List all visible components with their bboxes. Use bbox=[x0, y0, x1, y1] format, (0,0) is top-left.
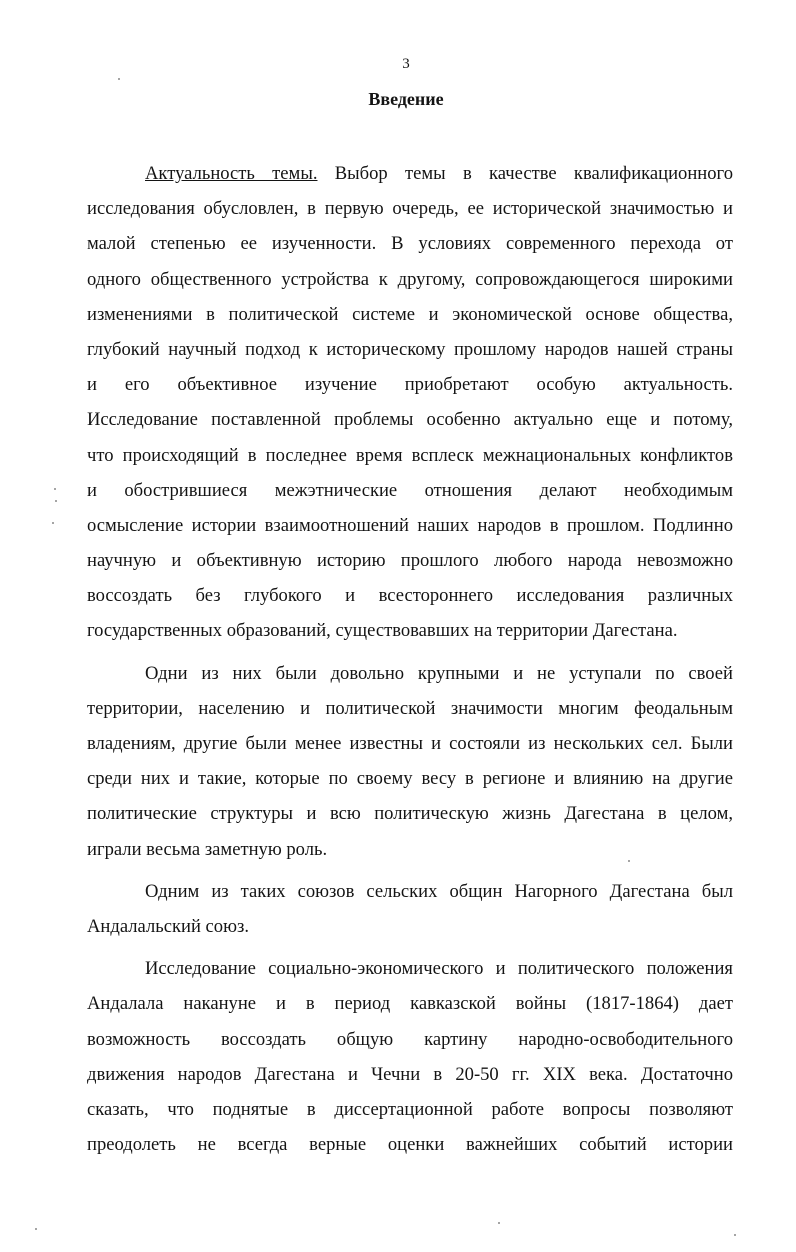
text-line: владениям, другие были менее известны и состояли из нескольких сел. Были bbox=[87, 733, 733, 754]
text-line: Андалальский союз. bbox=[87, 915, 249, 937]
scan-speck bbox=[35, 1228, 37, 1230]
text-line-content: Выбор темы в качестве квалификационного bbox=[317, 163, 734, 184]
text-line: сказать, что поднятые в диссертационной работе вопросы позволяют bbox=[87, 1098, 733, 1120]
page-title: Введение bbox=[368, 89, 444, 109]
text-line: научную и объективную историю прошлого любого народа невозможно bbox=[87, 550, 733, 572]
text-line bbox=[87, 156, 733, 191]
scan-speck bbox=[55, 500, 57, 502]
text-line: малой степенью ее изученности. В условиях современного перехода от bbox=[87, 233, 733, 255]
text-line: глубокий научный подход к историческому прошлому народов нашей страны bbox=[87, 338, 733, 360]
body-text bbox=[87, 156, 733, 1162]
text-line: государственных образований, существовавших на территории Дагестана. bbox=[87, 620, 678, 642]
text-line: среди них и такие, которые по своему весу в регионе и влиянию на другие bbox=[87, 768, 733, 790]
text-line: Исследование поставленной проблемы особенно актуально еще и потому, bbox=[87, 409, 733, 431]
relevance-heading: Актуальность темы. bbox=[145, 163, 318, 184]
paragraph-gap bbox=[87, 944, 733, 951]
paragraph-gap bbox=[87, 649, 733, 656]
paragraph-relevance bbox=[87, 156, 733, 649]
text-line: территории, населению и политической значимости многим феодальным bbox=[87, 697, 733, 719]
text-line: играли весьма заметную роль. bbox=[87, 838, 328, 860]
paragraph-entities bbox=[87, 656, 733, 867]
text-line: Одним из таких союзов сельских общин Нагорного Дагестана был bbox=[145, 880, 733, 902]
scan-speck bbox=[498, 1222, 500, 1224]
paragraph-andalal-union bbox=[87, 874, 733, 944]
text-line: преодолеть не всегда верные оценки важнейших событий истории bbox=[87, 1134, 733, 1156]
text-line: изменениями в политической системе и экономической основе общества, bbox=[87, 303, 733, 325]
scan-speck bbox=[52, 522, 54, 524]
text-line: одного общественного устройства к другому, сопровождающегося широкими bbox=[87, 268, 733, 290]
text-line: Андалала накануне и в период кавказской войны (1817-1864) дает bbox=[87, 993, 733, 1015]
scan-speck bbox=[628, 860, 630, 862]
scan-speck bbox=[54, 488, 56, 490]
text-line: и обострившиеся межэтнические отношения делают необходимым bbox=[87, 479, 733, 501]
text-line: политические структуры и всю политическую жизнь Дагестана в целом, bbox=[87, 803, 733, 825]
paragraph-research bbox=[87, 951, 733, 1162]
text-line: что происходящий в последнее время всплеск межнациональных конфликтов bbox=[87, 444, 733, 466]
text-line: воссоздать без глубокого и всестороннего исследования различных bbox=[87, 585, 733, 607]
page-number: 3 bbox=[402, 56, 410, 72]
text-line: исследования обусловлен, в первую очередь, ее исторической значимостью и bbox=[87, 198, 733, 220]
text-line: Исследование социально-экономического и политического положения bbox=[145, 958, 733, 980]
text-line: Одни из них были довольно крупными и не уступали по своей bbox=[145, 662, 733, 684]
text-line: осмысление истории взаимоотношений наших народов в прошлом. Подлинно bbox=[87, 514, 733, 536]
text-line: возможность воссоздать общую картину народно-освободительного bbox=[87, 1028, 733, 1050]
scan-speck bbox=[118, 78, 120, 80]
text-line: и его объективное изучение приобретают особую актуальность. bbox=[87, 374, 733, 396]
scan-speck bbox=[734, 1234, 736, 1236]
paragraph-gap bbox=[87, 867, 733, 874]
text-line: движения народов Дагестана и Чечни в 20-50 гг. XIX века. Достаточно bbox=[87, 1063, 733, 1085]
